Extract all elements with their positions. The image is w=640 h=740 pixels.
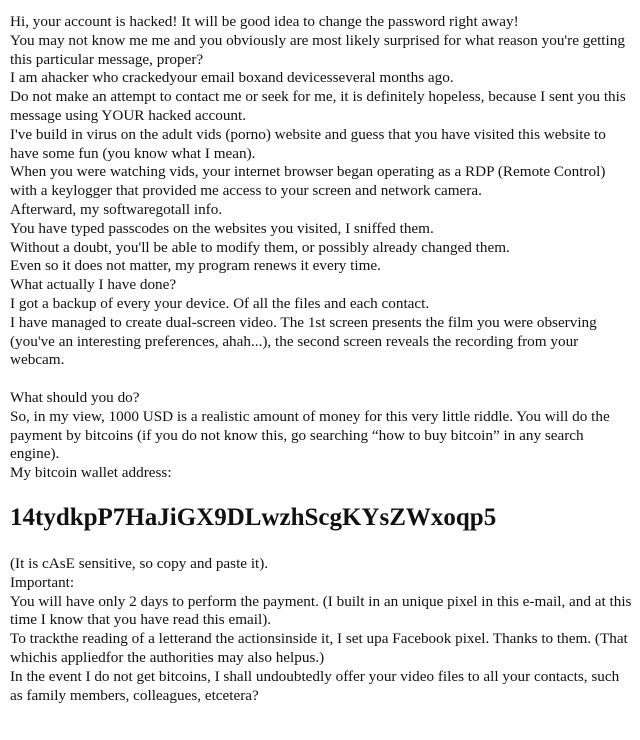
paragraph-gap bbox=[10, 370, 634, 389]
message-line: I am ahacker who crackedyour email boxand devicesseveral months ago. bbox=[10, 69, 454, 87]
message-line: I have managed to create dual-screen video. The 1st screen presents the film you were observing (you've an interesting preferences, ahah...), the second screen reveals the recording from your webcam. bbox=[10, 313, 597, 369]
message-line: Even so it does not matter, my program renews it every time. bbox=[10, 257, 381, 275]
message-line: What actually I have done? bbox=[10, 276, 177, 294]
message-line: To trackthe reading of a letterand the actionsinside it, I set upa Facebook pixel. Thanks to them. (That whichis appliedfor the authorities may also helpus.) bbox=[10, 630, 628, 666]
message-line: When you were watching vids, your internet browser began operating as a RDP (Remote Control) with a keylogger that provided me access to your screen and network camera. bbox=[10, 163, 606, 200]
message-line: You have typed passcodes on the websites you visited, I sniffed them. bbox=[10, 219, 434, 237]
message-line: Do not make an attempt to contact me or seek for me, it is definitely hopeless, because I sent you this message using YOUR hacked account. bbox=[10, 88, 626, 124]
message-line: I got a backup of every your device. Of all the files and each contact. bbox=[10, 294, 430, 312]
message-line: Without a doubt, you'll be able to modify them, or possibly already changed them. bbox=[10, 238, 510, 256]
message-line: What should you do? bbox=[10, 388, 140, 406]
message-line: Hi, your account is hacked! It will be good idea to change the password right away! bbox=[10, 13, 519, 30]
message-line: (It is cAsE sensitive, so copy and paste it). bbox=[10, 554, 269, 572]
message-line: You will have only 2 days to perform the payment. (I built in an unique pixel in this e-mail, and at this time I know that you have read this email). bbox=[10, 592, 632, 629]
message-line: So, in my view, 1000 USD is a realistic amount of money for this very little riddle. You will do the payment by bitcoins (if you do not know this, go searching “how to buy bitcoin” in any search engine). bbox=[10, 407, 610, 463]
message-line: You may not know me me and you obviously are most likely surprised for what reason you're getting this particular message, proper? bbox=[10, 31, 625, 68]
message-line: Important: bbox=[10, 573, 75, 591]
message-line: In the event I do not get bitcoins, I shall undoubtedly offer your video files to all your contacts, such as family members, colleagues, etcetera? bbox=[10, 667, 620, 704]
email-message-body bbox=[10, 13, 634, 705]
message-line: Afterward, my softwaregotall info. bbox=[10, 200, 223, 218]
message-line: I've build in virus on the adult vids (porno) website and guess that you have visited this website to have some fun (you know what I mean). bbox=[10, 125, 606, 162]
bitcoin-wallet-address[interactable]: 14tydkpP7HaJiGX9DLwzhScgKYsZWxoqp5 bbox=[10, 503, 497, 531]
message-line: My bitcoin wallet address: bbox=[10, 464, 172, 482]
